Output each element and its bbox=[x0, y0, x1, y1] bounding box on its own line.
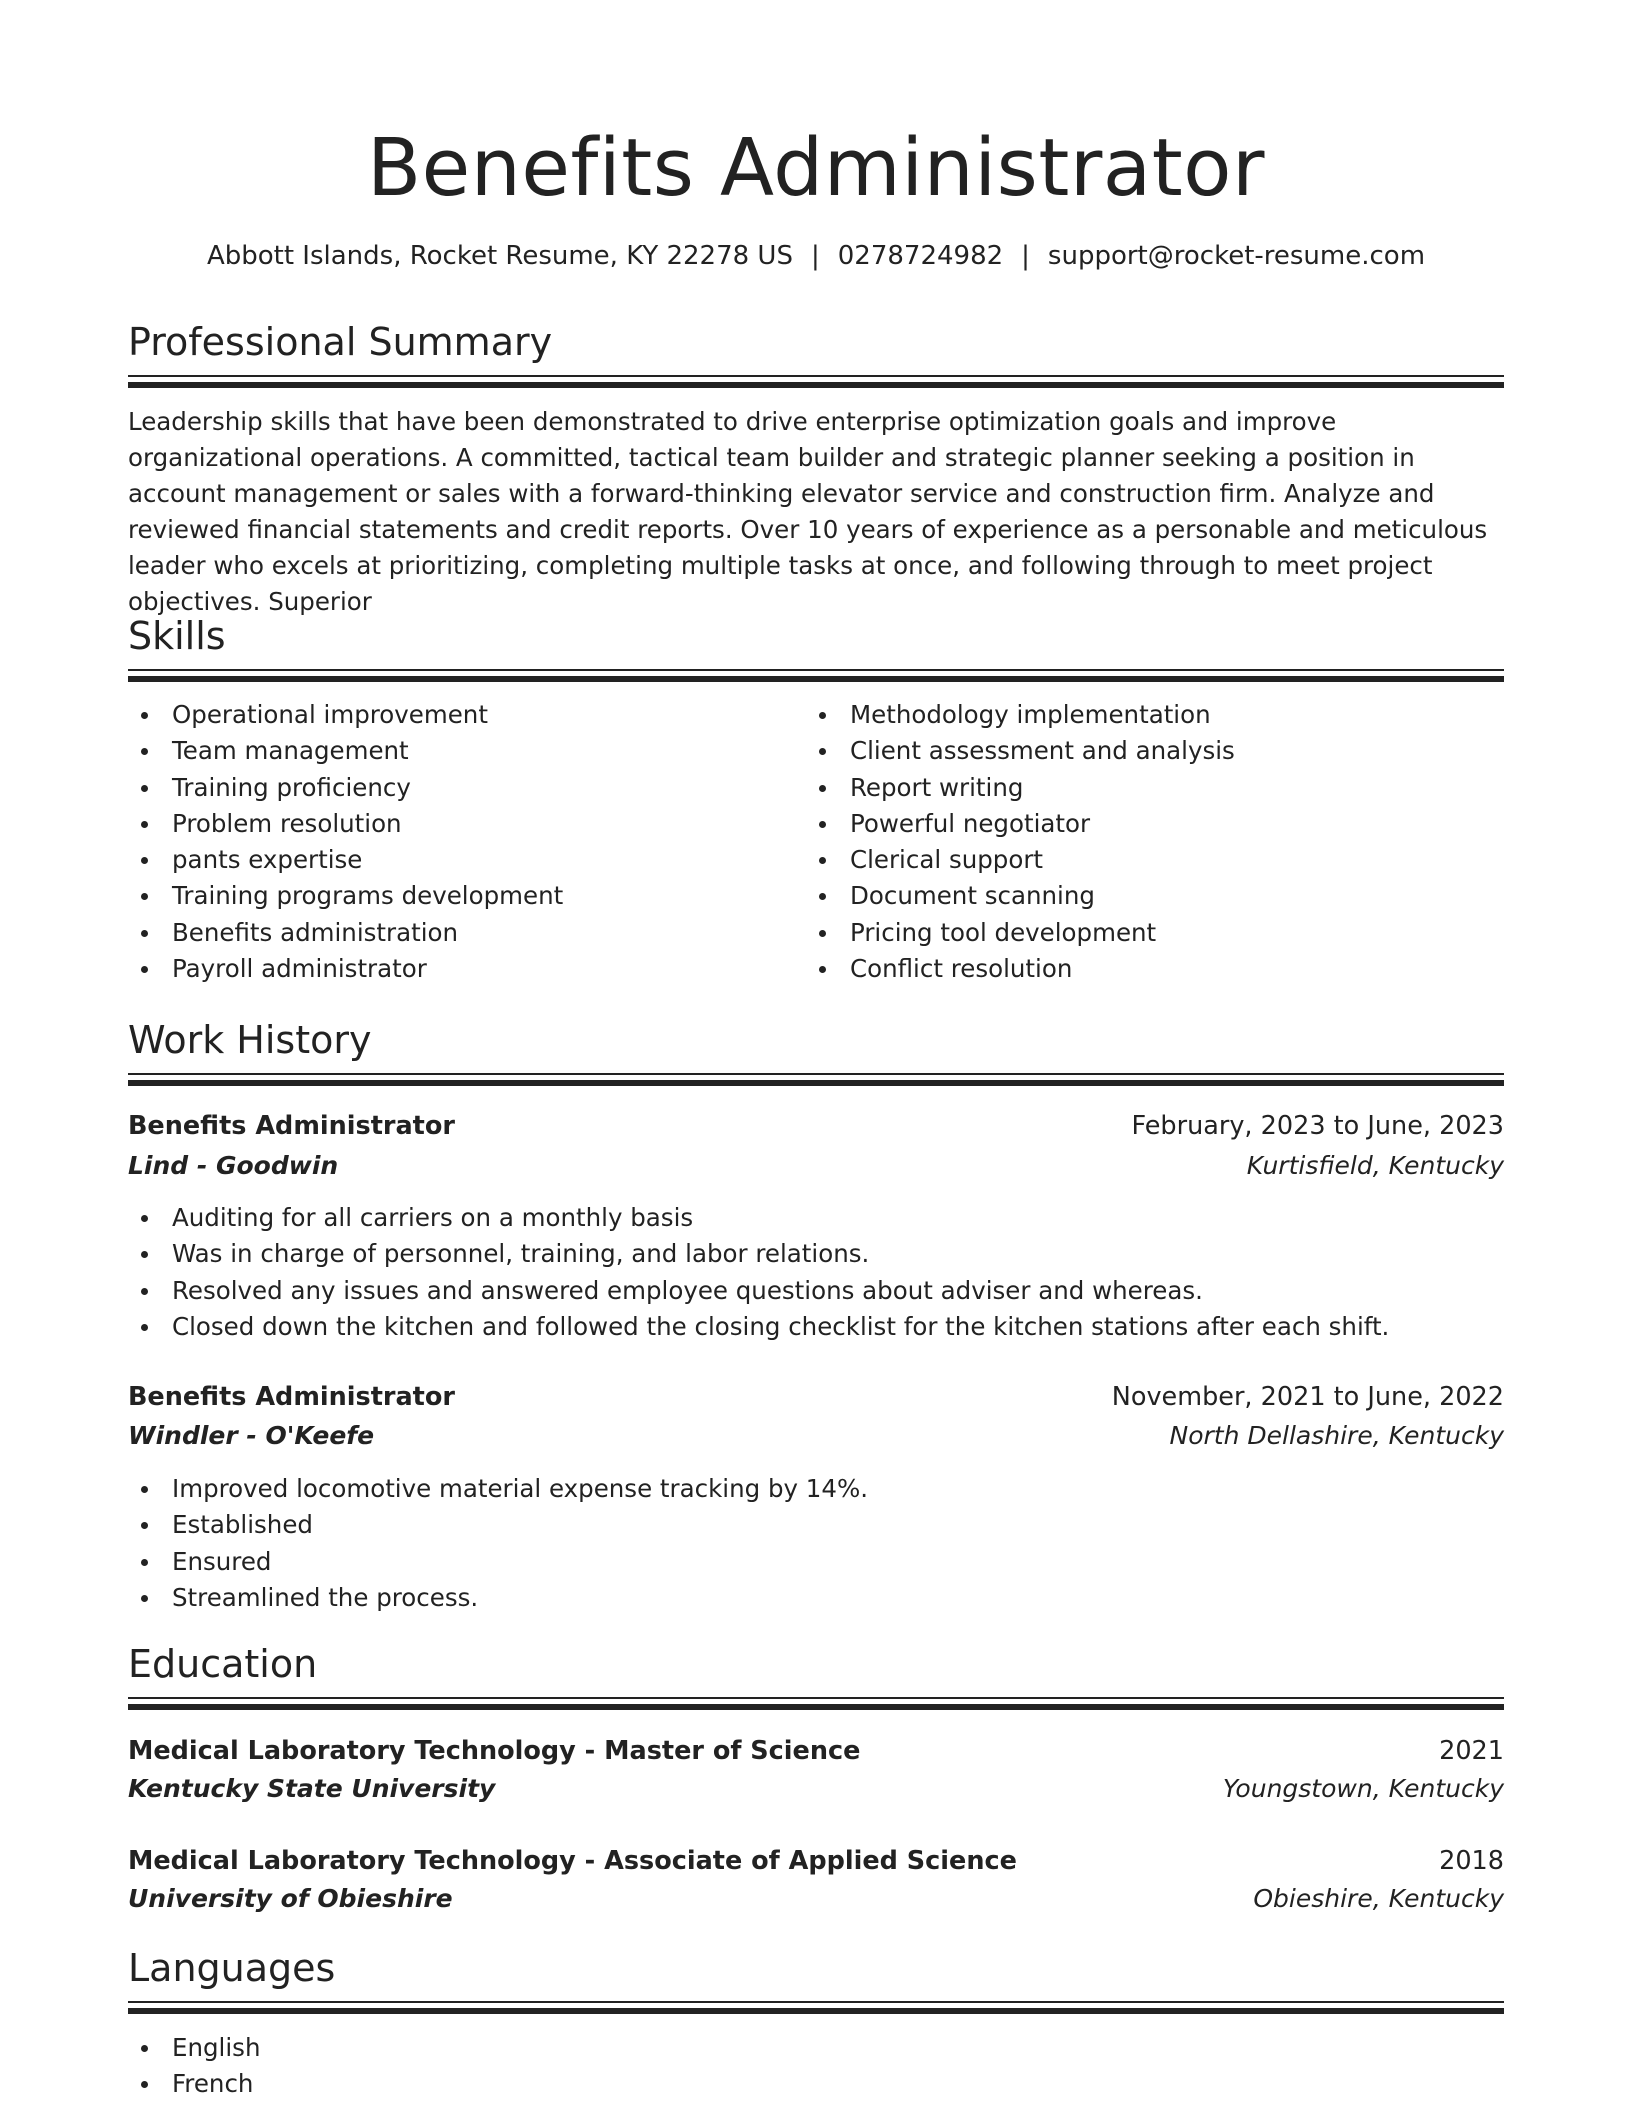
contact-address: Abbott Islands, Rocket Resume, KY 22278 US bbox=[206, 241, 793, 271]
education-degree: Medical Laboratory Technology - Associate of Applied Science bbox=[128, 1846, 1017, 1876]
job-company: Windler - O'Keefe bbox=[128, 1421, 375, 1450]
education-header bbox=[128, 1733, 1504, 1773]
contact-separator: | bbox=[810, 241, 820, 271]
skill-item: Report writing bbox=[806, 770, 1235, 806]
job-bullets bbox=[128, 1200, 1389, 1345]
summary-heading: Professional Summary bbox=[128, 320, 553, 364]
job-header bbox=[128, 1108, 1504, 1148]
skill-item: Document scanning bbox=[806, 878, 1235, 914]
skill-item: Team management bbox=[128, 733, 563, 769]
skill-item: Training proficiency bbox=[128, 770, 563, 806]
job-bullet: Closed down the kitchen and followed the closing checklist for the kitchen stations after each shift. bbox=[128, 1309, 1389, 1345]
section-divider bbox=[128, 1073, 1504, 1087]
skill-item: Client assessment and analysis bbox=[806, 733, 1235, 769]
job-bullet: Auditing for all carriers on a monthly basis bbox=[128, 1200, 1389, 1236]
education-header bbox=[128, 1843, 1504, 1883]
education-subheader bbox=[128, 1881, 1504, 1921]
education-year: 2021 bbox=[1439, 1736, 1504, 1766]
education-degree: Medical Laboratory Technology - Master of Science bbox=[128, 1736, 861, 1766]
language-item: French bbox=[128, 2066, 260, 2102]
education-location: Obieshire, Kentucky bbox=[1253, 1884, 1504, 1913]
skill-item: Payroll administrator bbox=[128, 951, 563, 987]
languages-heading: Languages bbox=[128, 1946, 336, 1990]
job-subheader bbox=[128, 1418, 1504, 1458]
job-dates: February, 2023 to June, 2023 bbox=[1131, 1111, 1504, 1141]
job-bullet: Improved locomotive material expense tracking by 14%. bbox=[128, 1471, 868, 1507]
job-title: Benefits Administrator bbox=[128, 1382, 455, 1412]
skill-item: pants expertise bbox=[128, 842, 563, 878]
contact-email: support@rocket-resume.com bbox=[1047, 241, 1426, 271]
contact-line bbox=[128, 238, 1504, 274]
job-bullet: Streamlined the process. bbox=[128, 1580, 868, 1616]
section-divider bbox=[128, 2001, 1504, 2015]
job-company: Lind - Goodwin bbox=[128, 1151, 339, 1180]
skill-item: Benefits administration bbox=[128, 915, 563, 951]
resume-name: Benefits Administrator bbox=[366, 122, 1265, 214]
skill-item: Problem resolution bbox=[128, 806, 563, 842]
job-bullet: Was in charge of personnel, training, and labor relations. bbox=[128, 1236, 1389, 1272]
skill-item: Training programs development bbox=[128, 878, 563, 914]
work-heading: Work History bbox=[128, 1018, 372, 1062]
contact-phone: 0278724982 bbox=[837, 241, 1004, 271]
skill-item: Operational improvement bbox=[128, 697, 563, 733]
education-school: University of Obieshire bbox=[128, 1884, 453, 1913]
education-heading: Education bbox=[128, 1642, 318, 1686]
skill-item: Powerful negotiator bbox=[806, 806, 1235, 842]
language-item: English bbox=[128, 2030, 260, 2066]
job-header bbox=[128, 1379, 1504, 1419]
job-location: Kurtisfield, Kentucky bbox=[1246, 1151, 1504, 1180]
skill-item: Methodology implementation bbox=[806, 697, 1235, 733]
languages-list bbox=[128, 2030, 260, 2103]
job-title: Benefits Administrator bbox=[128, 1111, 455, 1141]
skill-item: Conflict resolution bbox=[806, 951, 1235, 987]
job-dates: November, 2021 to June, 2022 bbox=[1111, 1382, 1504, 1412]
skill-item: Pricing tool development bbox=[806, 915, 1235, 951]
skills-heading: Skills bbox=[128, 614, 226, 658]
job-subheader bbox=[128, 1148, 1504, 1188]
section-divider bbox=[128, 1697, 1504, 1711]
job-bullet: Established bbox=[128, 1507, 868, 1543]
job-bullet: Ensured bbox=[128, 1544, 868, 1580]
skills-list-right bbox=[806, 697, 1235, 987]
section-divider bbox=[128, 669, 1504, 683]
job-bullets bbox=[128, 1471, 868, 1616]
summary-text: Leadership skills that have been demonstrated to drive enterprise optimization goals and improve organizational operations. A committed, tactical team builder and strategic planner seeking a position in account management or sales with a forward-thinking elevator service and construction firm. Analyze and reviewed financial statements and credit reports. Over 10 years of experience as a personable and meticulous leader who excels at prioritizing, completing multiple tasks at once, and following through to meet project objectives. Superior bbox=[128, 407, 1488, 616]
education-subheader bbox=[128, 1771, 1504, 1811]
job-bullet: Resolved any issues and answered employee questions about adviser and whereas. bbox=[128, 1273, 1389, 1309]
skills-list-left bbox=[128, 697, 563, 987]
skill-item: Clerical support bbox=[806, 842, 1235, 878]
education-school: Kentucky State University bbox=[128, 1774, 496, 1803]
education-location: Youngstown, Kentucky bbox=[1222, 1774, 1504, 1803]
section-divider bbox=[128, 375, 1504, 389]
contact-separator: | bbox=[1021, 241, 1030, 271]
education-year: 2018 bbox=[1439, 1846, 1504, 1876]
job-location: North Dellashire, Kentucky bbox=[1169, 1421, 1504, 1450]
